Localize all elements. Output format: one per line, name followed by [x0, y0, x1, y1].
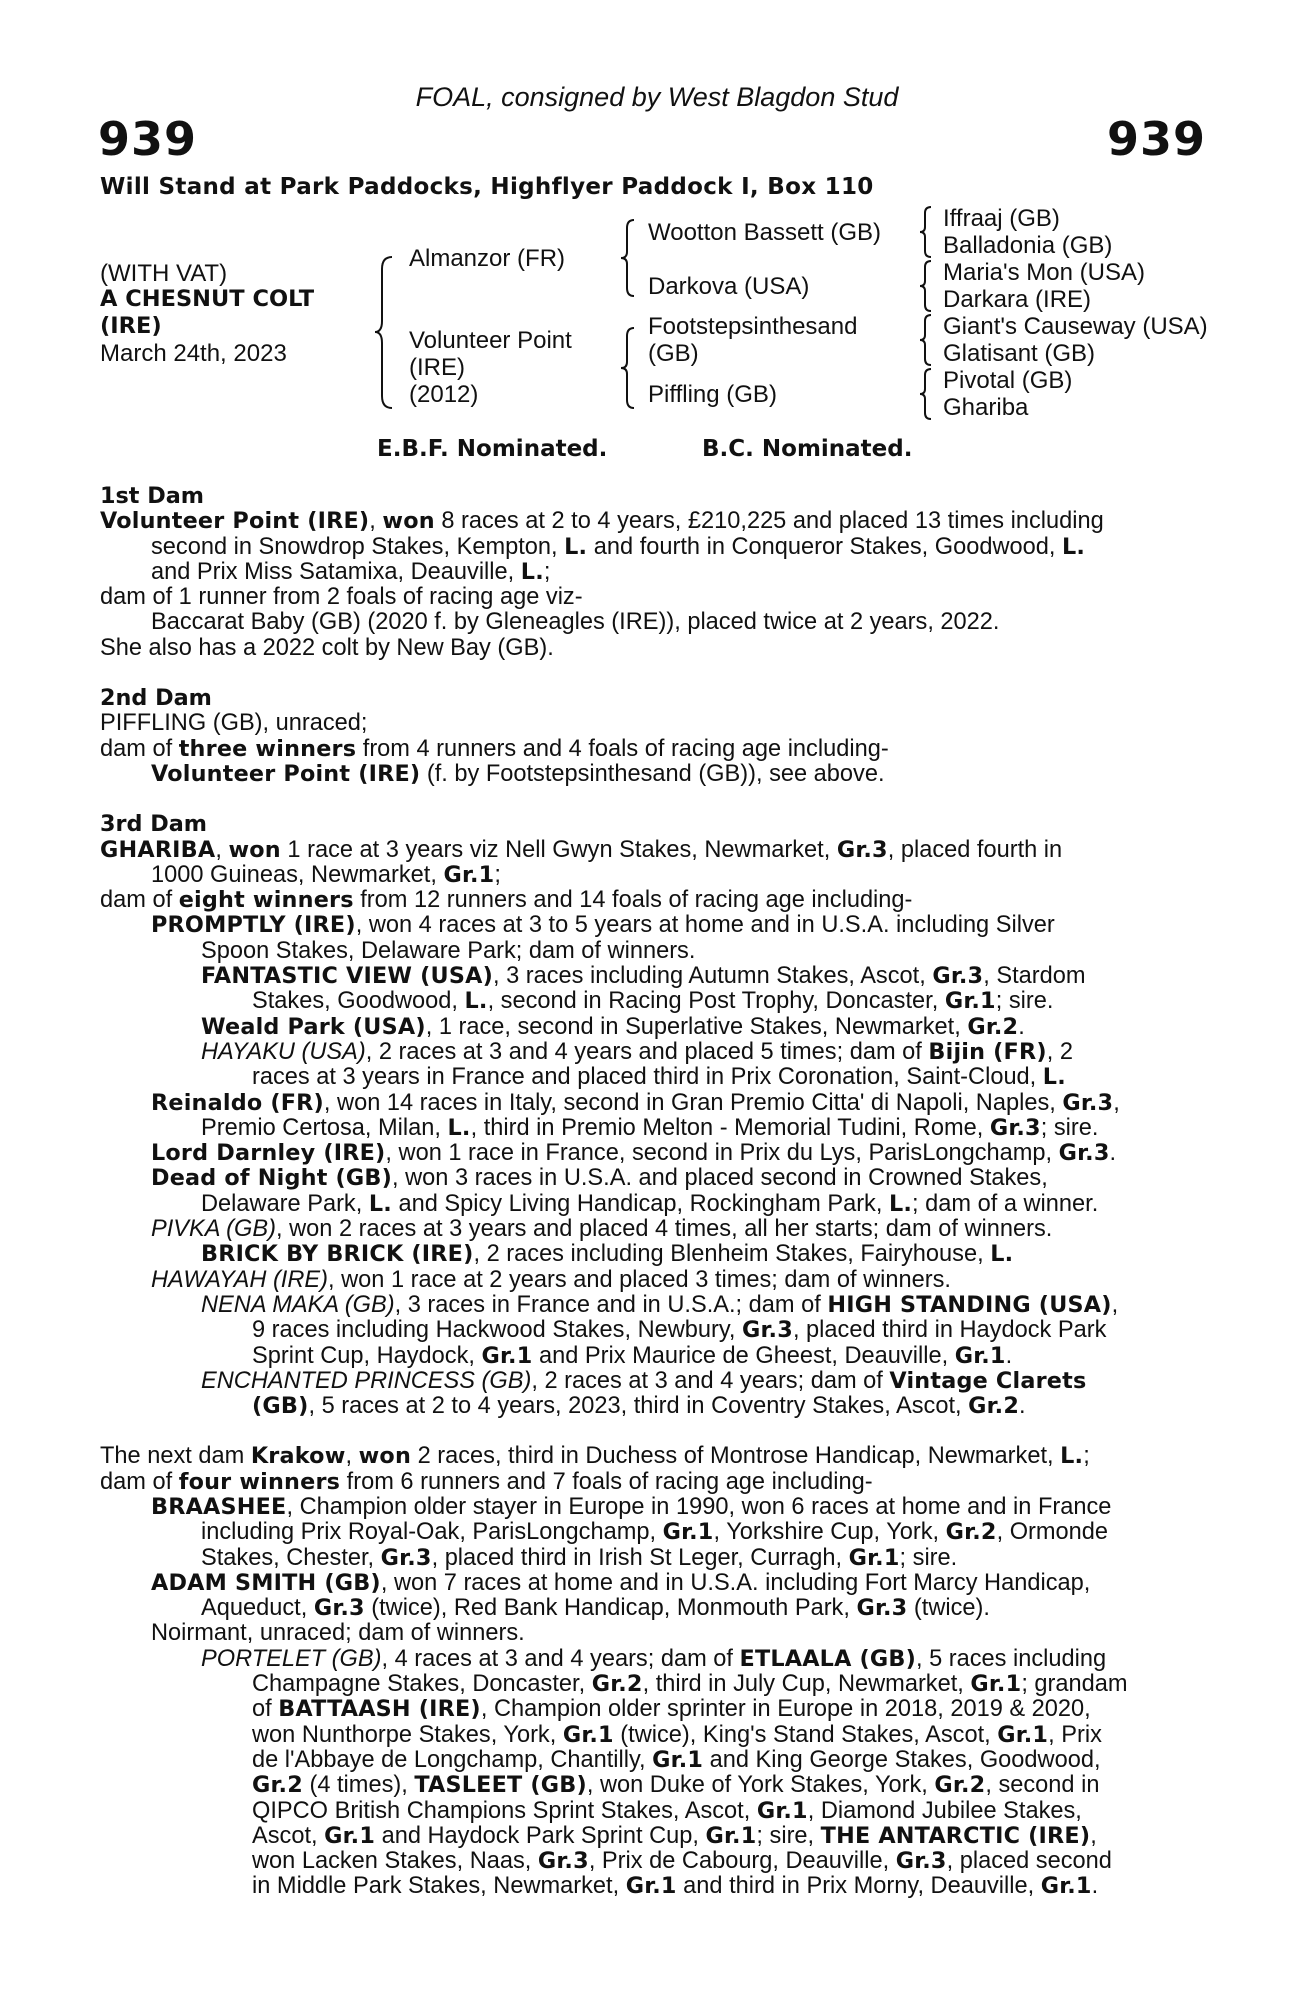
- first-dam-heading: 1st Dam: [100, 483, 204, 509]
- text-line: The next dam Krakow, won 2 races, third in Duchess of Montrose Handicap, Newmarket, L.;: [100, 1443, 1090, 1470]
- text-line: Aqueduct, Gr.3 (twice), Red Bank Handicap, Monmouth Park, Gr.3 (twice).: [201, 1595, 990, 1622]
- text-line: Baccarat Baby (GB) (2020 f. by Gleneagles (IRE)), placed twice at 2 years, 2022.: [151, 609, 1000, 636]
- pedigree-brace-dam: [619, 326, 637, 410]
- sd-sire: Maria's Mon (USA): [943, 259, 1145, 286]
- text-line: dam of eight winners from 12 runners and 14 foals of racing age including-: [100, 887, 913, 914]
- ds-sire: Giant's Causeway (USA): [943, 313, 1208, 340]
- text-line: NENA MAKA (GB), 3 races in France and in U.S.A.; dam of HIGH STANDING (USA),: [201, 1291, 1119, 1318]
- text-line: Stakes, Goodwood, L., second in Racing Post Trophy, Doncaster, Gr.1; sire.: [252, 988, 1054, 1015]
- text-line: Sprint Cup, Haydock, Gr.1 and Prix Maurice de Gheest, Deauville, Gr.1.: [252, 1342, 1013, 1369]
- pedigree-brace-main: [372, 255, 396, 410]
- text-line: and Prix Miss Satamixa, Deauville, L.;: [151, 558, 551, 585]
- text-line: 9 races including Hackwood Stakes, Newbury, Gr.3, placed third in Haydock Park: [252, 1317, 1107, 1344]
- text-line: BRICK BY BRICK (IRE), 2 races including Blenheim Stakes, Fairyhouse, L.: [201, 1241, 1014, 1268]
- text-line: second in Snowdrop Stakes, Kempton, L. and fourth in Conqueror Stakes, Goodwood, L.: [151, 533, 1086, 560]
- dd-sire: Pivotal (GB): [943, 367, 1073, 394]
- pedigree-brace-3b: [918, 259, 934, 313]
- text-line: 1000 Guineas, Newmarket, Gr.1;: [151, 861, 501, 888]
- pedigree-brace-sire: [619, 218, 637, 298]
- dam-sire: Footstepsinthesand: [648, 313, 858, 340]
- ss-sire: Iffraaj (GB): [943, 205, 1060, 232]
- sire-name: Almanzor (FR): [409, 245, 566, 272]
- lot-number-left: 939: [98, 112, 198, 166]
- text-line: dam of 1 runner from 2 foals of racing age viz-: [100, 584, 583, 611]
- text-line: Weald Park (USA), 1 race, second in Superlative Stakes, Newmarket, Gr.2.: [201, 1013, 1025, 1040]
- dam-year: (2012): [409, 381, 479, 408]
- text-line: of BATTAASH (IRE), Champion older sprinter in Europe in 2018, 2019 & 2020,: [252, 1696, 1091, 1723]
- text-line: PIVKA (GB), won 2 races at 3 years and placed 4 times, all her starts; dam of winners.: [151, 1216, 1053, 1243]
- text-line: Dead of Night (GB), won 3 races in U.S.A. and placed second in Crowned Stakes,: [151, 1165, 1048, 1192]
- sire-dam: Darkova (USA): [648, 273, 810, 300]
- catalogue-body: [100, 484, 1210, 1900]
- text-line: Delaware Park, L. and Spicy Living Handicap, Rockingham Park, L.; dam of a winner.: [201, 1190, 1099, 1217]
- text-line: HAWAYAH (IRE), won 1 race at 2 years and placed 3 times; dam of winners.: [151, 1266, 951, 1293]
- text-line: races at 3 years in France and placed third in Prix Coronation, Saint-Cloud, L.: [252, 1064, 1066, 1091]
- pedigree-brace-3a: [918, 205, 934, 259]
- text-line: BRAASHEE, Champion older stayer in Europe in 1990, won 6 races at home and in France: [151, 1493, 1112, 1520]
- text-line: ENCHANTED PRINCESS (GB), 2 races at 3 and 4 years; dam of Vintage Clarets: [201, 1367, 1087, 1394]
- dam-name: Volunteer Point: [409, 327, 572, 354]
- text-line: dam of three winners from 4 runners and 4 foals of racing age including-: [100, 735, 889, 762]
- ss-dam: Balladonia (GB): [943, 232, 1113, 259]
- text-line: PIFFLING (GB), unraced;: [100, 710, 368, 737]
- text-line: Champagne Stakes, Doncaster, Gr.2, third in July Cup, Newmarket, Gr.1; grandam: [252, 1671, 1128, 1698]
- lot-name-country: (IRE): [100, 313, 162, 339]
- dam-sire-country: (GB): [648, 340, 699, 367]
- text-line: GHARIBA, won 1 race at 3 years viz Nell Gwyn Stakes, Newmarket, Gr.3, placed fourth in: [100, 836, 1063, 863]
- text-line: dam of four winners from 6 runners and 7 foals of racing age including-: [100, 1468, 873, 1495]
- dam-dam: Piffling (GB): [648, 381, 777, 408]
- dd-dam: Ghariba: [943, 394, 1029, 421]
- bc-nominated: B.C. Nominated.: [702, 436, 913, 462]
- text-line: Volunteer Point (IRE) (f. by Footstepsinthesand (GB)), see above.: [151, 760, 885, 787]
- text-line: Spoon Stakes, Delaware Park; dam of winners.: [201, 937, 696, 964]
- text-line: ADAM SMITH (GB), won 7 races at home and in U.S.A. including Fort Marcy Handicap,: [151, 1569, 1091, 1596]
- text-line: Stakes, Chester, Gr.3, placed third in Irish St Leger, Curragh, Gr.1; sire.: [201, 1544, 958, 1571]
- text-line: in Middle Park Stakes, Newmarket, Gr.1 and third in Prix Morny, Deauville, Gr.1.: [252, 1873, 1099, 1900]
- text-line: FANTASTIC VIEW (USA), 3 races including Autumn Stakes, Ascot, Gr.3, Stardom: [201, 963, 1086, 990]
- dam-country: (IRE): [409, 354, 465, 381]
- sd-dam: Darkara (IRE): [943, 286, 1092, 313]
- lot-name: A CHESNUT COLT: [100, 286, 315, 312]
- text-line: Volunteer Point (IRE), won 8 races at 2 to 4 years, £210,225 and placed 13 times including: [100, 508, 1104, 535]
- pedigree-brace-3d: [918, 367, 934, 421]
- text-line: won Nunthorpe Stakes, York, Gr.1 (twice), King's Stand Stakes, Ascot, Gr.1, Prix: [252, 1721, 1102, 1748]
- text-line: including Prix Royal-Oak, ParisLongchamp, Gr.1, Yorkshire Cup, York, Gr.2, Ormonde: [201, 1519, 1109, 1546]
- text-line: Gr.2 (4 times), TASLEET (GB), won Duke of York Stakes, York, Gr.2, second in: [252, 1772, 1100, 1799]
- text-line: de l'Abbaye de Longchamp, Chantilly, Gr.1 and King George Stakes, Goodwood,: [252, 1746, 1101, 1773]
- foaling-date: March 24th, 2023: [100, 340, 287, 367]
- stand-location: Will Stand at Park Paddocks, Highflyer Paddock I, Box 110: [100, 174, 874, 200]
- ebf-nominated: E.B.F. Nominated.: [377, 436, 608, 462]
- text-line: Reinaldo (FR), won 14 races in Italy, second in Gran Premio Citta' di Napoli, Naples, Gr.3,: [151, 1089, 1120, 1116]
- third-dam-heading: 3rd Dam: [100, 811, 208, 838]
- pedigree-brace-3c: [918, 313, 934, 367]
- text-line: Noirmant, unraced; dam of winners.: [151, 1620, 525, 1647]
- text-line: HAYAKU (USA), 2 races at 3 and 4 years and placed 5 times; dam of Bijin (FR), 2: [201, 1038, 1073, 1065]
- lot-number-right: 939: [1106, 112, 1206, 166]
- sire-sire: Wootton Bassett (GB): [648, 219, 881, 246]
- text-line: She also has a 2022 colt by New Bay (GB).: [100, 634, 554, 661]
- text-line: Lord Darnley (IRE), won 1 race in France, second in Prix du Lys, ParisLongchamp, Gr.3.: [151, 1140, 1117, 1167]
- vat-note: (WITH VAT): [100, 260, 228, 287]
- text-line: Ascot, Gr.1 and Haydock Park Sprint Cup, Gr.1; sire, THE ANTARCTIC (IRE),: [252, 1822, 1097, 1849]
- ds-dam: Glatisant (GB): [943, 340, 1096, 367]
- text-line: QIPCO British Champions Sprint Stakes, Ascot, Gr.1, Diamond Jubilee Stakes,: [252, 1797, 1082, 1824]
- second-dam-heading: 2nd Dam: [100, 685, 212, 712]
- consignment-line: FOAL, consigned by West Blagdon Stud: [415, 82, 899, 112]
- text-line: PORTELET (GB), 4 races at 3 and 4 years; dam of ETLAALA (GB), 5 races including: [201, 1645, 1107, 1672]
- text-line: won Lacken Stakes, Naas, Gr.3, Prix de Cabourg, Deauville, Gr.3, placed second: [252, 1848, 1112, 1875]
- text-line: Premio Certosa, Milan, L., third in Premio Melton - Memorial Tudini, Rome, Gr.3; sire.: [201, 1114, 1099, 1141]
- text-line: (GB), 5 races at 2 to 4 years, 2023, third in Coventry Stakes, Ascot, Gr.2.: [252, 1393, 1026, 1420]
- text-line: PROMPTLY (IRE), won 4 races at 3 to 5 years at home and in U.S.A. including Silver: [151, 912, 1055, 939]
